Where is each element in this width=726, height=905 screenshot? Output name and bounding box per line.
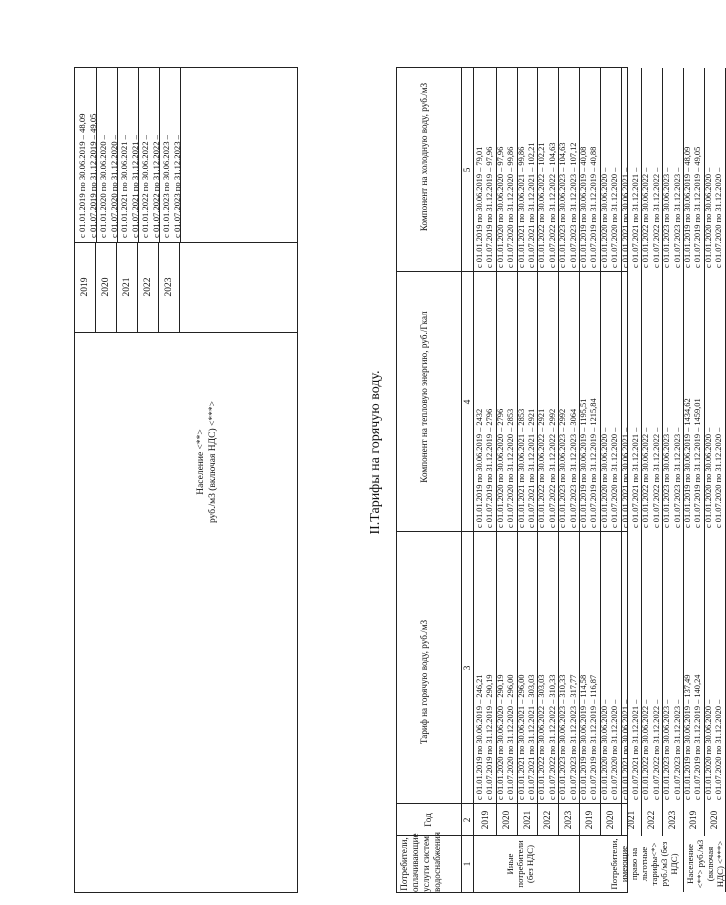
year-cell: 2021 — [521, 810, 532, 830]
cold-component-line: с 01.07.2019 по 31.12.2019 – 49,05 — [693, 146, 703, 268]
heat-component-line: с 01.07.2021 по 31.12.2021 – 2921 — [527, 408, 536, 528]
tariff-line: с 01.01.2022 по 30.06.2022 – — [641, 699, 651, 800]
upper-col-consumer — [75, 332, 297, 892]
heat-component-line: с 01.01.2019 по 30.06.2019 – 2432 — [475, 408, 484, 528]
cold-component-line: с 01.01.2021 по 30.06.2021 – 99,86 — [516, 146, 526, 268]
tariff-line: с 01.01.2020 по 30.06.2020 – 290,19 — [495, 674, 505, 800]
upper-tariff-line: с 01.01.2021 по 30.06.2021 – — [119, 135, 129, 238]
upper-year-cell: 2021 — [117, 242, 138, 332]
tariff-line: с 01.07.2021 по 31.12.2021 – — [631, 699, 640, 800]
cold-component-line: с 01.07.2019 по 31.12.2019 – 40,88 — [589, 146, 599, 268]
tariff-line: с 01.07.2022 по 31.12.2022 – — [651, 699, 661, 800]
tariff-line: с 01.01.2019 по 30.06.2019 – 137,49 — [683, 674, 692, 800]
tariff-line: с 01.01.2021 по 30.06.2021 – 296,00 — [516, 674, 526, 800]
group-divider — [725, 68, 726, 892]
heat-component-line: с 01.01.2021 по 30.06.2021 – 2853 — [516, 408, 526, 528]
upper-tariff-line: с 01.07.2020 по 31.12.2020 – — [108, 135, 119, 238]
heat-component-line: с 01.07.2019 по 31.12.2019 – 2796 — [485, 408, 495, 528]
header-cold-component: Компонент на холодную воду, руб./м3 — [419, 82, 429, 232]
heat-component-line: с 01.01.2023 по 30.06.2023 – 2992 — [558, 408, 568, 528]
cold-component-line: с 01.07.2020 по 31.12.2020 – — [714, 167, 724, 268]
cold-component-line: с 01.01.2022 по 30.06.2022 – 102,21 — [537, 142, 547, 268]
tariff-line: с 01.07.2023 по 31.12.2023 – 317,77 — [568, 674, 578, 800]
tariff-line: с 01.01.2021 по 30.06.2021 – — [620, 699, 630, 800]
heat-component-line: с 01.01.2023 по 30.06.2023 – — [662, 427, 672, 528]
year-cell: 2022 — [646, 810, 657, 830]
cold-component-line: с 01.07.2021 по 31.12.2021 – — [631, 167, 640, 268]
header-heat-component: Компонент на тепловую энергию, руб./Гкал — [419, 311, 429, 483]
upper-tariff-line: с 01.01.2023 по 30.06.2023 – — [161, 135, 171, 238]
upper-tariff-line: с 01.07.2021 по 31.12.2021 – — [129, 135, 140, 238]
tariff-line: с 01.07.2020 по 31.12.2020 – — [714, 699, 724, 800]
year-cell: 2020 — [604, 810, 615, 830]
header-tariff: Тариф на горячую воду, руб./м3 — [419, 619, 429, 745]
tariff-line: с 01.01.2022 по 30.06.2022 – 303,03 — [537, 674, 547, 800]
tariff-line: с 01.07.2019 по 31.12.2019 – 290,19 — [485, 674, 495, 800]
cold-component-line: с 01.01.2019 по 30.06.2019 – 79,01 — [475, 146, 484, 268]
consumer-group-label: Население <**> руб./м3 (включая НДС) <***> — [685, 839, 725, 889]
col-number-3: 3 — [462, 665, 472, 671]
heat-component-line: с 01.01.2019 по 30.06.2019 – 1195,51 — [579, 398, 588, 528]
upper-tariff-table — [74, 67, 298, 893]
cold-component-line: с 01.01.2020 по 30.06.2020 – — [599, 167, 609, 268]
year-cell: 2019 — [688, 810, 698, 830]
tariff-line: с 01.07.2019 по 31.12.2019 – 140,24 — [693, 674, 703, 800]
tariff-line: с 01.01.2023 по 30.06.2023 – — [662, 699, 672, 800]
section-title: II.Тарифы на горячую воду. — [368, 370, 383, 535]
col-number-4: 4 — [462, 399, 472, 405]
upper-population-unit: руб./м3 (включая НДС) <***> — [208, 401, 218, 523]
col-divider — [397, 271, 627, 272]
upper-tariff-line: с 01.07.2023 по 31.12.2023 – — [171, 135, 182, 238]
year-cell: 2022 — [542, 810, 553, 830]
upper-tariff-line: с 01.01.2019 по 30.06.2019 – 48,09 — [77, 113, 87, 238]
heat-component-line: с 01.07.2023 по 31.12.2023 – — [672, 427, 682, 528]
cold-component-line: с 01.07.2020 по 31.12.2020 – — [610, 167, 620, 268]
consumer-group-label: Потребители, имеющие право на льготные тарифы<*> руб./м3 (без НДС) — [609, 838, 679, 890]
heat-component-line: с 01.01.2020 по 30.06.2020 – 2796 — [495, 408, 505, 528]
heat-component-line: с 01.01.2019 по 30.06.2019 – 1434,62 — [683, 398, 692, 528]
heat-component-line: с 01.07.2022 по 31.12.2022 – — [651, 427, 661, 528]
header-consumers: Потребители, оплачивающие услуги систем водоснабжения — [399, 832, 442, 892]
col-number-5: 5 — [462, 167, 472, 173]
year-cell: 2023 — [563, 810, 574, 830]
heat-component-line: с 01.01.2020 по 30.06.2020 – — [599, 427, 609, 528]
upper-year-cell: 2022 — [138, 242, 159, 332]
cold-component-line: с 01.01.2019 по 30.06.2019 – 48,09 — [683, 146, 692, 268]
year-cell: 2020 — [708, 810, 719, 830]
cold-component-line: с 01.01.2020 по 30.06.2020 – — [703, 167, 713, 268]
cold-component-line: с 01.01.2020 по 30.06.2020 – 97,96 — [495, 146, 505, 268]
year-cell: 2021 — [625, 810, 636, 830]
upper-tariff-line: с 01.07.2019 по 31.12.2019 – 49,05 — [87, 113, 98, 238]
cold-component-line: с 01.07.2021 по 31.12.2021 – 102,21 — [527, 142, 536, 268]
tariff-line: с 01.01.2019 по 30.06.2019 – 114,58 — [579, 674, 588, 800]
upper-tariff-line: с 01.01.2020 по 30.06.2020 – — [98, 135, 108, 238]
heat-component-line: с 01.01.2020 по 30.06.2020 – — [703, 427, 713, 528]
tariff-line: с 01.07.2021 по 31.12.2021 – 303,03 — [527, 674, 536, 800]
cold-component-line: с 01.07.2020 по 31.12.2020 – 99,86 — [506, 146, 516, 268]
tariff-line: с 01.01.2020 по 30.06.2020 – — [703, 699, 713, 800]
heat-component-line: с 01.01.2021 по 30.06.2021 – — [620, 427, 630, 528]
heat-component-line: с 01.01.2022 по 30.06.2022 – 2921 — [537, 408, 547, 528]
cold-component-line: с 01.01.2021 по 30.06.2021 – — [620, 167, 630, 268]
heat-component-line: с 01.07.2020 по 31.12.2020 – — [714, 427, 724, 528]
tariff-line: с 01.07.2023 по 31.12.2023 – — [672, 699, 682, 800]
upper-tariff-line: с 01.07.2022 по 31.12.2022 – — [150, 135, 161, 238]
cold-component-line: с 01.07.2023 по 31.12.2023 – 107,12 — [568, 142, 578, 268]
header-year: Год — [423, 813, 433, 827]
upper-year-cell: 2023 — [159, 242, 180, 332]
heat-component-line: с 01.01.2022 по 30.06.2022 – — [641, 427, 651, 528]
heat-component-line: с 01.07.2023 по 31.12.2023 – 3064 — [568, 408, 578, 528]
header-number-divider — [473, 68, 474, 892]
tariff-line: с 01.01.2023 по 30.06.2023 – 310,33 — [558, 674, 568, 800]
tariff-line: с 01.07.2019 по 31.12.2019 – 116,87 — [589, 674, 599, 800]
col-divider — [397, 531, 627, 532]
hot-water-tariff-table — [396, 67, 725, 893]
col-number-1: 1 — [462, 861, 472, 867]
heat-component-line: с 01.07.2019 по 31.12.2019 – 1459,01 — [693, 398, 703, 528]
heat-component-line: с 01.07.2020 по 31.12.2020 – 2853 — [506, 408, 516, 528]
cold-component-line: с 01.07.2022 по 31.12.2022 – — [651, 167, 661, 268]
tariff-line: с 01.07.2020 по 31.12.2020 – 296,00 — [506, 674, 516, 800]
heat-component-line: с 01.07.2021 по 31.12.2021 – — [631, 427, 640, 528]
cold-component-line: с 01.01.2022 по 30.06.2022 – — [641, 167, 651, 268]
tariff-line: с 01.01.2020 по 30.06.2020 – — [599, 699, 609, 800]
tariff-line: с 01.07.2022 по 31.12.2022 – 310,33 — [547, 674, 557, 800]
upper-population-title: Население <**> — [196, 429, 206, 495]
heat-component-line: с 01.07.2020 по 31.12.2020 – — [610, 427, 620, 528]
cold-component-line: с 01.01.2019 по 30.06.2019 – 40,08 — [579, 146, 588, 268]
upper-year-cell: 2020 — [96, 242, 117, 332]
year-cell: 2019 — [480, 810, 490, 830]
upper-population-label — [195, 352, 219, 572]
cold-component-line: с 01.07.2023 по 31.12.2023 – — [672, 167, 682, 268]
tariff-line: с 01.01.2019 по 30.06.2019 – 246,21 — [475, 674, 484, 800]
cold-component-line: с 01.07.2019 по 31.12.2019 – 97,96 — [485, 146, 495, 268]
tariff-line: с 01.07.2020 по 31.12.2020 – — [610, 699, 620, 800]
cold-component-line: с 01.01.2023 по 30.06.2023 – — [662, 167, 672, 268]
year-cell: 2019 — [584, 810, 594, 830]
heat-component-line: с 01.07.2022 по 31.12.2022 – 2992 — [547, 408, 557, 528]
heat-component-line: с 01.07.2019 по 31.12.2019 – 1215,84 — [589, 398, 599, 528]
cold-component-line: с 01.01.2023 по 30.06.2023 – 104,63 — [558, 142, 568, 268]
consumer-group-label: Иные потребители (без НДС) — [505, 840, 535, 888]
upper-tariff-line: с 01.01.2022 по 30.06.2022 – — [140, 135, 150, 238]
upper-year-cell: 2019 — [75, 242, 96, 332]
col-number-2: 2 — [462, 817, 472, 823]
year-cell: 2023 — [667, 810, 678, 830]
year-cell: 2020 — [500, 810, 511, 830]
cold-component-line: с 01.07.2022 по 31.12.2022 – 104,63 — [547, 142, 557, 268]
